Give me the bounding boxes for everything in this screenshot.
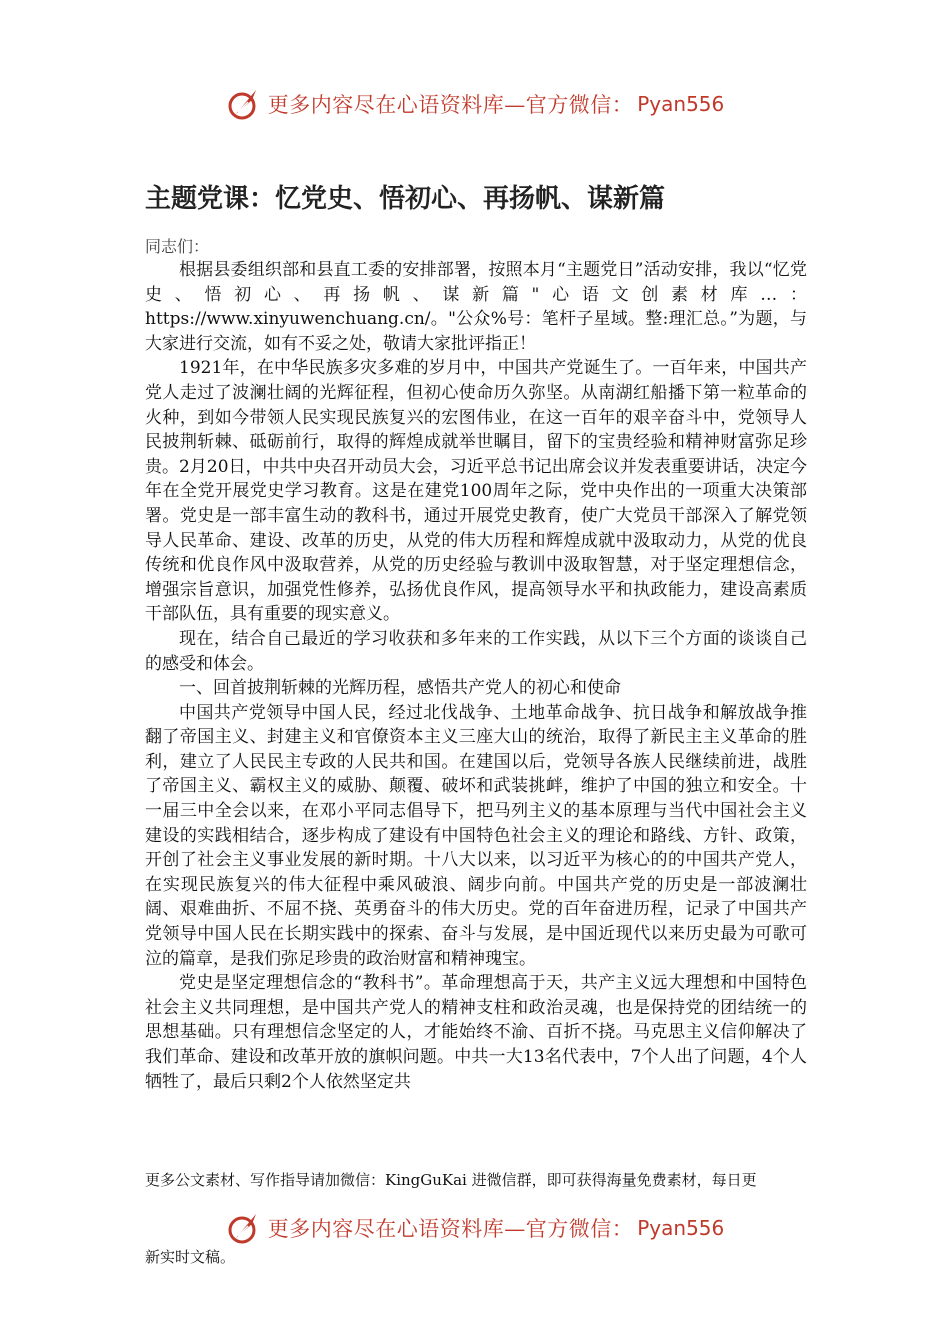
paragraph: 现在，结合自己最近的学习收获和多年来的工作实践，从以下三个方面的谈谈自己的感受和体会。 <box>145 628 807 674</box>
paragraph: 中国共产党领导中国人民，经过北伐战争、土地革命战争、抗日战争和解放战争推翻了帝国主义、封建主义和官僚资本主义三座大山的统治，取得了新民主主义革命的胜利，建立了人民民主专政的人民共和国。在建国以后，党领导各族人民继续前进，战胜了帝国主义、霸权主义的威胁、颠覆、破坏和武装挑衅，维护了中国的独立和安全。十一届三中全会以来，在邓小平同志倡导下，把马列主义的基本原理与当代中国社会主义建设的实践相结合，逐步构成了建设有中国特色社会主义的理论和路线、方针、政策，开创了社会主义事业发展的新时期。十八大以来，以习近平为核心的的中国共产党人，在实现民族复兴的伟大征程中乘风破浪、阔步向前。中国共产党的历史是一部波澜壮阔、艰难曲折、不屈不挠、英勇奋斗的伟大历史。党的百年奋进历程，记录了中国共产党领导中国人民在长期实践中的探索、奋斗与发展，是中国近现代以来历史最为可歌可泣的篇章，是我们弥足珍贵的政治财富和精神瑰宝。 <box>145 702 807 969</box>
footer-note: 更多公文素材、写作指导请加微信：KingGuKai 进微信群，即可获得海量免费素材，每日更 <box>145 1171 757 1189</box>
paragraph: 党史是坚定理想信念的“教科书”。革命理想高于天，共产主义远大理想和中国特色社会主义共同理想，是中国共产党人的精神支柱和政治灵魂，也是保持党的团结统一的思想基础。只有理想信念坚定的人，才能始终不渝、百折不挠。马克思主义信仰解决了我们革命、建设和改革开放的旗帜问题。中共一大13名代表中，7个人出了问题，4个人牺牲了，最后只剩2个人依然坚定共 <box>145 973 807 1092</box>
quill-logo-icon <box>226 86 262 122</box>
footer-watermark-banner <box>0 1206 950 1250</box>
banner-wechat-id: Pyan556 <box>637 1216 725 1240</box>
banner-wechat-id: Pyan556 <box>637 92 725 116</box>
header-watermark-banner <box>0 82 950 126</box>
banner-text: 更多内容尽在心语资料库—官方微信： <box>267 1217 634 1241</box>
banner-text: 更多内容尽在心语资料库—官方微信： <box>267 93 634 117</box>
paragraph: 1921年，在中华民族多灾多难的岁月中，中国共产党诞生了。一百年来，中国共产党人走过了波澜壮阔的光辉征程，但初心使命历久弥坚。从南湖红船播下第一粒革命的火种，到如今带领人民实现民族复兴的宏图伟业，在这一百年的艰辛奋斗中，党领导人民披荆斩棘、砥砺前行，取得的辉煌成就举世瞩目，留下的宝贵经验和精神财富弥足珍贵。2月20日，中共中央召开动员大会，习近平总书记出席会议并发表重要讲话，决定今年在全党开展党史学习教育。这是在建党100周年之际，党中央作出的一项重大决策部署。党史是一部丰富生动的教科书，通过开展党史教育，使广大党员干部深入了解党领导人民革命、建设、改革的历史，从党的伟大历程和辉煌成就中汲取动力，从党的优良传统和优良作风中汲取营养，从党的历史经验与教训中汲取智慧，对于坚定理想信念，增强宗旨意识，加强党性修养，弘扬优良作风，提高领导水平和执政能力，建设高素质干部队伍，具有重要的现实意义。 <box>145 358 807 625</box>
greeting: 同志们： <box>145 237 210 256</box>
paragraph: 根据县委组织部和县直工委的安排部署，按照本月“主题党日”活动安排，我以“忆党史、悟初心、再扬帆、谋新篇"心语文创素材库…：https://www.xinyuwenchuang.cn/。"公众%号：笔杆子星域。整:理汇总。”为题，与大家进行交流，如有不妥之处，敬请大家批评指正！ <box>145 260 807 354</box>
document-body <box>145 258 807 1094</box>
page-title: 主题党课：忆党史、悟初心、再扬帆、谋新篇 <box>145 184 666 214</box>
quill-logo-icon <box>226 1210 262 1246</box>
section-heading: 一、回首披荆斩棘的光辉历程，感悟共产党人的初心和使命 <box>179 678 621 699</box>
footer-tail: 新实时文稿。 <box>145 1248 236 1266</box>
